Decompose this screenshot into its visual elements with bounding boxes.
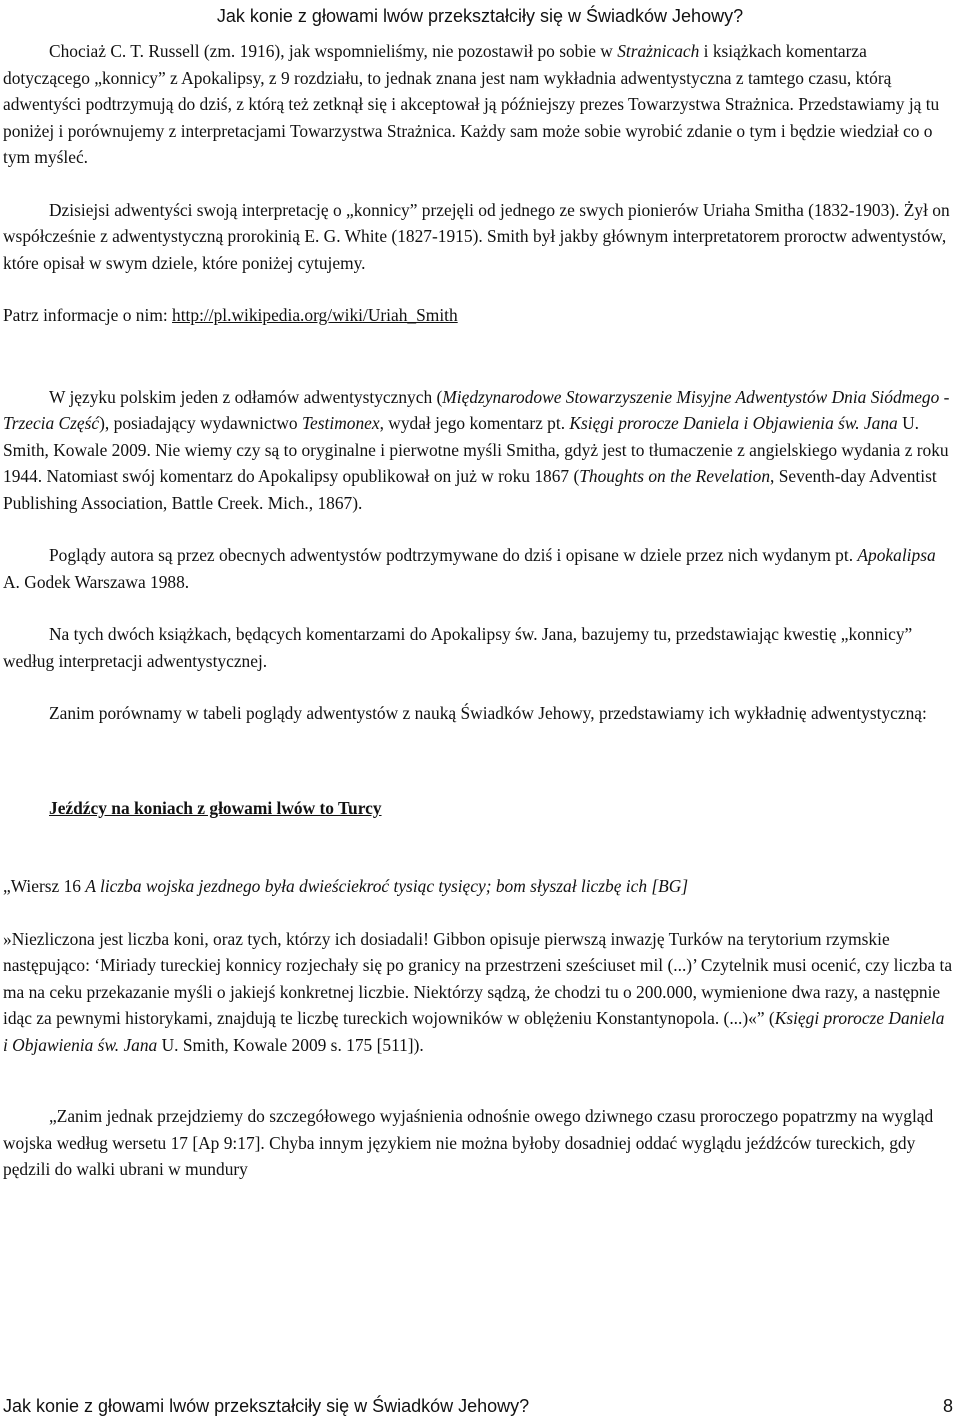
paragraph-comparison: Zanim porównamy w tabeli poglądy adwentystów z nauką Świadków Jehowy, przedstawiamy ich wykładnię adwentystyczną:	[49, 703, 927, 723]
text-run: ), posiadający wydawnictwo	[99, 413, 302, 433]
paragraph-basis: Na tych dwóch książkach, będących komentarzami do Apokalipsy św. Jana, bazujemy tu, przedstawiając kwestię „konnicy” według interpretacji adwentystycznej.	[3, 624, 913, 671]
italic-text-run: Międzynarodowe Stowarzyszenie Misyjne Adwentystów Dnia Siódmego - Trzecia Część	[3, 386, 950, 433]
text-run: Poglądy autora są przez obecnych adwentystów podtrzymywane do dziś i opisane w dziele przez nich wydanym pt.	[49, 545, 858, 565]
text-run: , Seventh-day Adventist Publishing Association, Battle Creek. Mich., 1867).	[3, 466, 937, 513]
text-run: »Niezliczona jest liczba koni, oraz tych, którzy ich dosiadali! Gibbon opisuje pierwszą inwazję Turków na terytorium rzymskie następująco: ‘Miriady tureckiej konnicy rozjechały się po granicy na przestrzeni sześciuset mil (...)’ Czytelnik musi ocenić, czy liczba ta ma na ceku przekazanie myśli o jakiejś konkretnej liczbie. Niektórzy sądzą, że chodzi tu o 200.000, wymienione dwa razy, a następnie idąc za pewnymi historykami, znajdują te liczbę tureckich wojowników w oblężeniu Konstantynopola. (...)«” (	[3, 928, 953, 1028]
section-heading: Jeźdźcy na koniach z głowami lwów to Turcy	[49, 797, 382, 818]
footer-title: Jak konie z głowami lwów przekształciły się w Świadków Jehowy?	[3, 1396, 530, 1416]
italic-text-run: Apokalipsa	[857, 545, 936, 565]
italic-text-run: Strażnicach	[617, 41, 700, 61]
italic-text-run: Księgi prorocze Daniela i Objawienia św. Jana	[3, 1008, 945, 1055]
document-body	[3, 38, 953, 1183]
paragraph-gibbon-quote	[3, 926, 953, 1059]
paragraph-polish-edition	[3, 384, 953, 517]
italic-text-run: A liczba wojska jezdnego była dwieściekroć tysiąc tysięcy; bom słyszał liczbę ich [BG]	[85, 876, 689, 896]
paragraph-smith: Dzisiejsi adwentyści swoją interpretację o „konnicy” przejęli od jednego ze swych pionierów Uriaha Smitha (1832-1903). Żył on współcześnie z adwentystyczną prorokinią E. G. White (1827-1915). Smith był jakby głównym interpretatorem proroctw adwentystów, które opisał w swym dziele, które poniżej cytujemy.	[3, 199, 950, 273]
text-run: W języku polskim jeden z odłamów adwentystycznych (	[49, 386, 443, 407]
text-run: Chociaż C. T. Russell (zm. 1916), jak wspomnieliśmy, nie pozostawił po sobie w	[49, 41, 618, 61]
italic-text-run: Księgi prorocze Daniela i Objawienia św. Jana	[569, 413, 898, 433]
italic-text-run: Thoughts on the Revelation	[579, 466, 771, 486]
text-run: „Wiersz 16	[3, 876, 86, 896]
paragraph-verse	[3, 873, 953, 900]
link-label: Patrz informacje o nim:	[3, 305, 173, 325]
text-run: A. Godek Warszawa 1988.	[3, 571, 190, 592]
text-run: U. Smith, Kowale 2009. Nie wiemy czy są to oryginalne i pierwotne myśli Smitha, gdyż jest to tłumaczenie z angielskiego wydania z roku 1944. Natomiast swój komentarz do Apokalipsy opublikował on już w roku 1867 (	[3, 413, 949, 486]
paragraph-verse-17: „Zanim jednak przejdziemy do szczegółowego wyjaśnienia odnośnie owego dziwnego czasu proroczego popatrzmy na wygląd wojska według wersetu 17 [Ap 9:17]. Chyba innym językiem nie można byłoby dosadniej oddać wyglądu jeźdźców tureckich, gdy pędzili do walki ubrani w mundury	[3, 1106, 934, 1179]
paragraph-godek	[3, 542, 953, 595]
paragraph-intro	[3, 38, 953, 171]
page-number: 8	[942, 1396, 953, 1416]
text-run: , wydał jego komentarz pt.	[379, 413, 570, 433]
paragraph-link	[3, 302, 953, 329]
text-run: i książkach komentarza dotyczącego „konnicy” z Apokalipsy, z 9 rozdziału, to jednak znana jest nam wykładnia adwentystyczna z tamtego czasu, którą adwentyści podtrzymują do dziś, z którą też zetknął się i akceptował ją późniejszy prezes Towarzystwa Strażnica. Przedstawiamy ją tu poniżej i porównujemy z interpretacjami Towarzystwa Strażnica. Każdy sam może sobie wyrobić zdanie o tym i będzie wiedział co o tym myśleć.	[3, 41, 940, 167]
wikipedia-link[interactable]: http://pl.wikipedia.org/wiki/Uriah_Smith	[172, 305, 458, 325]
page-header-title: Jak konie z głowami lwów przekształciły się w Świadków Jehowy?	[216, 6, 744, 26]
italic-text-run: Testimonex	[301, 413, 380, 433]
text-run: U. Smith, Kowale 2009 s. 175 [511]).	[157, 1034, 424, 1055]
